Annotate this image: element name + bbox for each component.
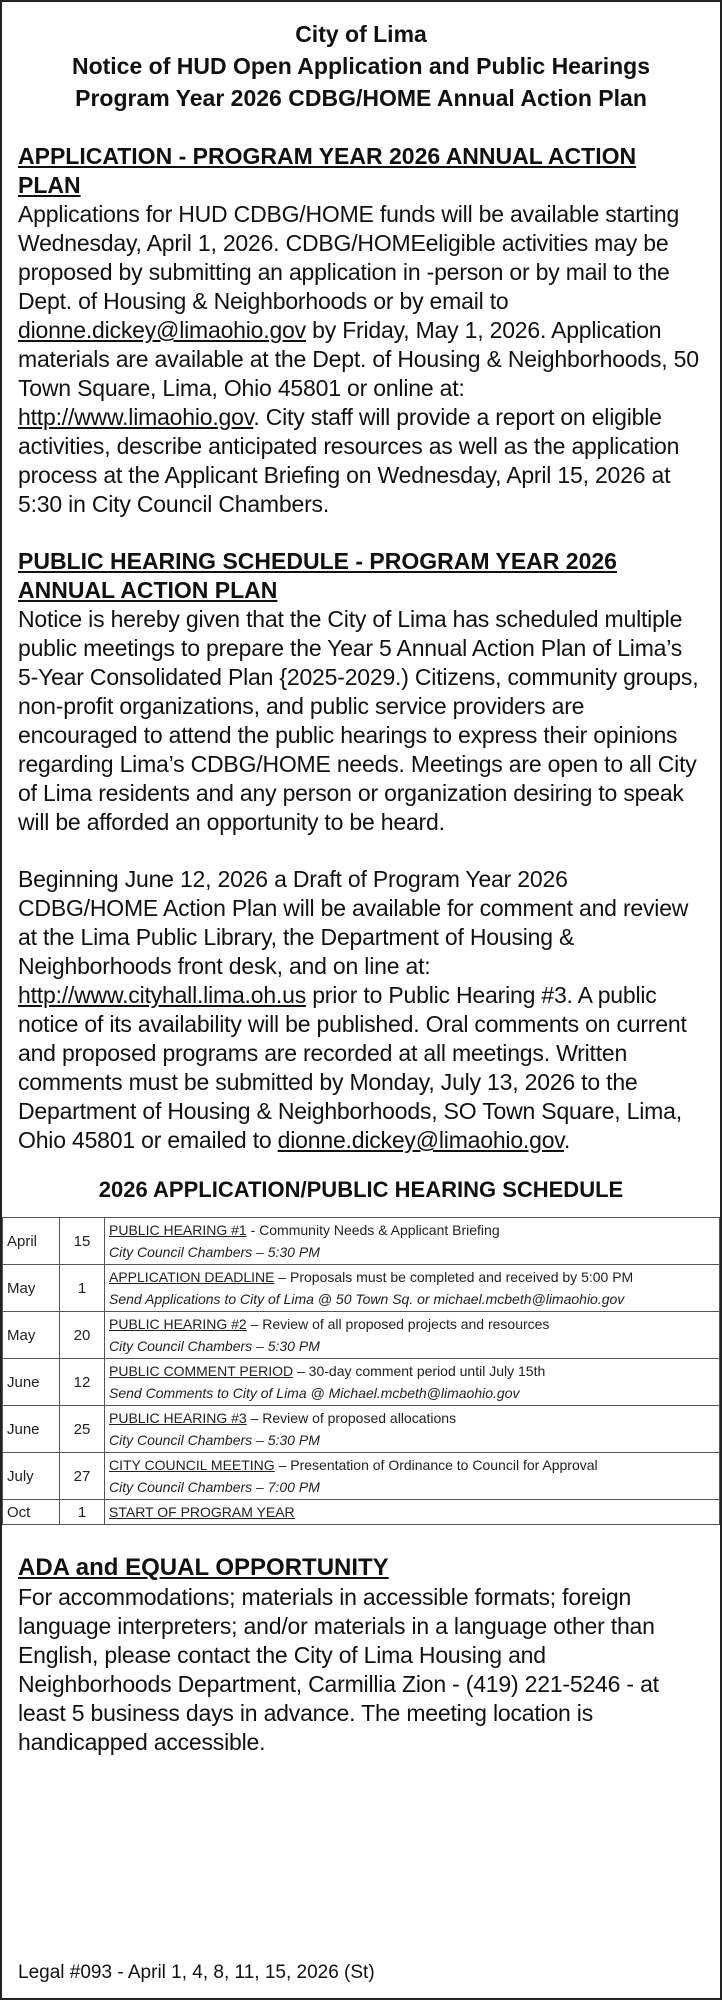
hearings-paragraph-2 bbox=[18, 865, 704, 1155]
schedule-month: May bbox=[3, 1265, 60, 1312]
notice-header bbox=[2, 2, 720, 114]
schedule-event-detail: – Review of all proposed projects and resources bbox=[246, 1316, 550, 1332]
schedule-event-detail: – Presentation of Ordinance to Council for Approval bbox=[274, 1457, 598, 1473]
header-city: City of Lima bbox=[295, 21, 427, 47]
ada-title: ADA and EQUAL OPPORTUNITY bbox=[18, 1554, 389, 1581]
schedule-day: 20 bbox=[60, 1312, 105, 1359]
ada-text: For accommodations; materials in accessible formats; foreign language interpreters; and/or materials in a language other than English, please contact the City of Lima Housing and Neighborhoods Department, Carmillia Zion - (419) 221-5246 - at least 5 business days in advance. The meeting location is handicapped accessible. bbox=[18, 1584, 659, 1755]
schedule-row bbox=[3, 1265, 720, 1312]
application-email-link[interactable]: dionne.dickey@limaohio.gov bbox=[18, 317, 306, 343]
schedule-description bbox=[105, 1500, 720, 1525]
schedule-event bbox=[109, 1219, 715, 1241]
schedule-event-detail: – Review of proposed allocations bbox=[246, 1410, 457, 1426]
hearings-title: PUBLIC HEARING SCHEDULE - PROGRAM YEAR 2026 ANNUAL ACTION PLAN bbox=[18, 548, 617, 603]
schedule-table bbox=[2, 1217, 720, 1525]
application-text-1: Applications for HUD CDBG/HOME funds will be available starting Wednesday, April 1, 2026. CDBG/HOMEeligible activities may be proposed by submitting an application in -person or by mail to the Dept. of Housing & Neighborhoods or by email to bbox=[18, 201, 680, 314]
schedule-event-name: PUBLIC HEARING #1 bbox=[109, 1222, 247, 1238]
application-text-3: . City staff will provide a report on eligible activities, describe anticipated resources as well as the application process at the Applicant Briefing on Wednesday, April 15, 2026 at 5:30 in City Council Chambers. bbox=[18, 404, 680, 517]
schedule-day: 1 bbox=[60, 1265, 105, 1312]
schedule-event-location: City Council Chambers – 5:30 PM bbox=[109, 1338, 320, 1354]
schedule-row bbox=[3, 1500, 720, 1525]
schedule-event-name: PUBLIC COMMENT PERIOD bbox=[109, 1363, 294, 1379]
schedule-row bbox=[3, 1312, 720, 1359]
comments-email-link[interactable]: dionne.dickey@limaohio.gov bbox=[277, 1127, 564, 1153]
schedule-month: April bbox=[3, 1218, 60, 1265]
schedule-description bbox=[105, 1359, 720, 1406]
schedule-event bbox=[109, 1313, 715, 1335]
application-text-2: by Friday, May 1, 2026. Application materials are available at the Dept. of Housing & Neighborhoods, 50 Town Square, Lima, Ohio 45801 or online at: bbox=[18, 317, 699, 401]
schedule-event-name: CITY COUNCIL MEETING bbox=[109, 1457, 275, 1473]
ada-section bbox=[2, 1553, 720, 1757]
application-website-link[interactable]: http://www.limaohio.gov bbox=[18, 404, 254, 430]
schedule-month: May bbox=[3, 1312, 60, 1359]
schedule-event-location: Send Applications to City of Lima @ 50 Town Sq. or michael.mcbeth@limaohio.gov bbox=[109, 1291, 625, 1307]
schedule-day: 27 bbox=[60, 1453, 105, 1500]
schedule-event-name: START OF PROGRAM YEAR bbox=[109, 1504, 295, 1520]
schedule-event-name: PUBLIC HEARING #2 bbox=[109, 1316, 247, 1332]
schedule-event-name: PUBLIC HEARING #3 bbox=[109, 1410, 247, 1426]
hearings-section bbox=[2, 547, 720, 1155]
schedule-row bbox=[3, 1406, 720, 1453]
schedule-day: 15 bbox=[60, 1218, 105, 1265]
schedule-event-detail: – 30-day comment period until July 15th bbox=[293, 1363, 546, 1379]
header-notice-title: Notice of HUD Open Application and Public Hearings bbox=[71, 53, 651, 79]
schedule-row bbox=[3, 1453, 720, 1500]
schedule-day: 1 bbox=[60, 1500, 105, 1525]
schedule-day: 12 bbox=[60, 1359, 105, 1406]
legal-footer: Legal #093 - April 1, 4, 8, 11, 15, 2026 (St) bbox=[18, 1962, 375, 1983]
schedule-description bbox=[105, 1453, 720, 1500]
schedule-event bbox=[109, 1407, 715, 1429]
draft-text-2: prior to Public Hearing #3. A public notice of its availability will be published. Oral comments on current and proposed programs are recorded at all meetings. Written comments must be submitted by Monday, July 13, 2026 to the Department of Housing & Neighborhoods, SO Town Square, Lima, Ohio 45801 or emailed to bbox=[18, 982, 687, 1153]
schedule-month: Oct bbox=[3, 1500, 60, 1525]
schedule-description bbox=[105, 1406, 720, 1453]
schedule-event-detail: – Proposals must be completed and received by 5:00 PM bbox=[274, 1269, 634, 1285]
schedule-event-location: City Council Chambers – 5:30 PM bbox=[109, 1244, 320, 1260]
schedule-event-location: City Council Chambers – 5:30 PM bbox=[109, 1432, 320, 1448]
schedule-title: 2026 APPLICATION/PUBLIC HEARING SCHEDULE bbox=[98, 1177, 624, 1202]
draft-text-1: Beginning June 12, 2026 a Draft of Program Year 2026 CDBG/HOME Action Plan will be available for comment and review at the Lima Public Library, the Department of Housing & Neighborhoods front desk, and on line at: bbox=[18, 866, 689, 979]
schedule-event bbox=[109, 1360, 715, 1382]
schedule-day: 25 bbox=[60, 1406, 105, 1453]
header-program-year: Program Year 2026 CDBG/HOME Annual Action Plan bbox=[75, 85, 647, 111]
schedule-row bbox=[3, 1218, 720, 1265]
schedule-month: June bbox=[3, 1406, 60, 1453]
schedule-event bbox=[109, 1454, 715, 1476]
schedule-event-name: APPLICATION DEADLINE bbox=[109, 1269, 275, 1285]
application-text bbox=[18, 200, 704, 519]
schedule-event-location: City Council Chambers – 7:00 PM bbox=[109, 1479, 320, 1495]
schedule-event bbox=[109, 1501, 715, 1523]
application-title: APPLICATION - PROGRAM YEAR 2026 ANNUAL ACTION PLAN bbox=[18, 143, 637, 198]
schedule-event bbox=[109, 1266, 715, 1288]
schedule-description bbox=[105, 1312, 720, 1359]
schedule-row bbox=[3, 1359, 720, 1406]
schedule-month: July bbox=[3, 1453, 60, 1500]
hearings-paragraph-1: Notice is hereby given that the City of Lima has scheduled multiple public meetings to prepare the Year 5 Annual Action Plan of Lima’s 5-Year Consolidated Plan {2025-2029.) Citizens, community groups, non-profit organizations, and public service providers are encouraged to attend the public hearings to express their opinions regarding Lima’s CDBG/HOME needs. Meetings are open to all City of Lima residents and any person or organization desiring to speak will be afforded an opportunity to be heard. bbox=[18, 606, 699, 835]
application-section bbox=[2, 142, 720, 519]
schedule-description bbox=[105, 1265, 720, 1312]
draft-text-3: . bbox=[563, 1127, 571, 1153]
schedule-event-detail: - Community Needs & Applicant Briefing bbox=[246, 1222, 500, 1238]
schedule-description bbox=[105, 1218, 720, 1265]
schedule-event-location: Send Comments to City of Lima @ Michael.mcbeth@limaohio.gov bbox=[109, 1385, 520, 1401]
schedule-month: June bbox=[3, 1359, 60, 1406]
cityhall-website-link[interactable]: http://www.cityhall.lima.oh.us bbox=[18, 982, 307, 1008]
